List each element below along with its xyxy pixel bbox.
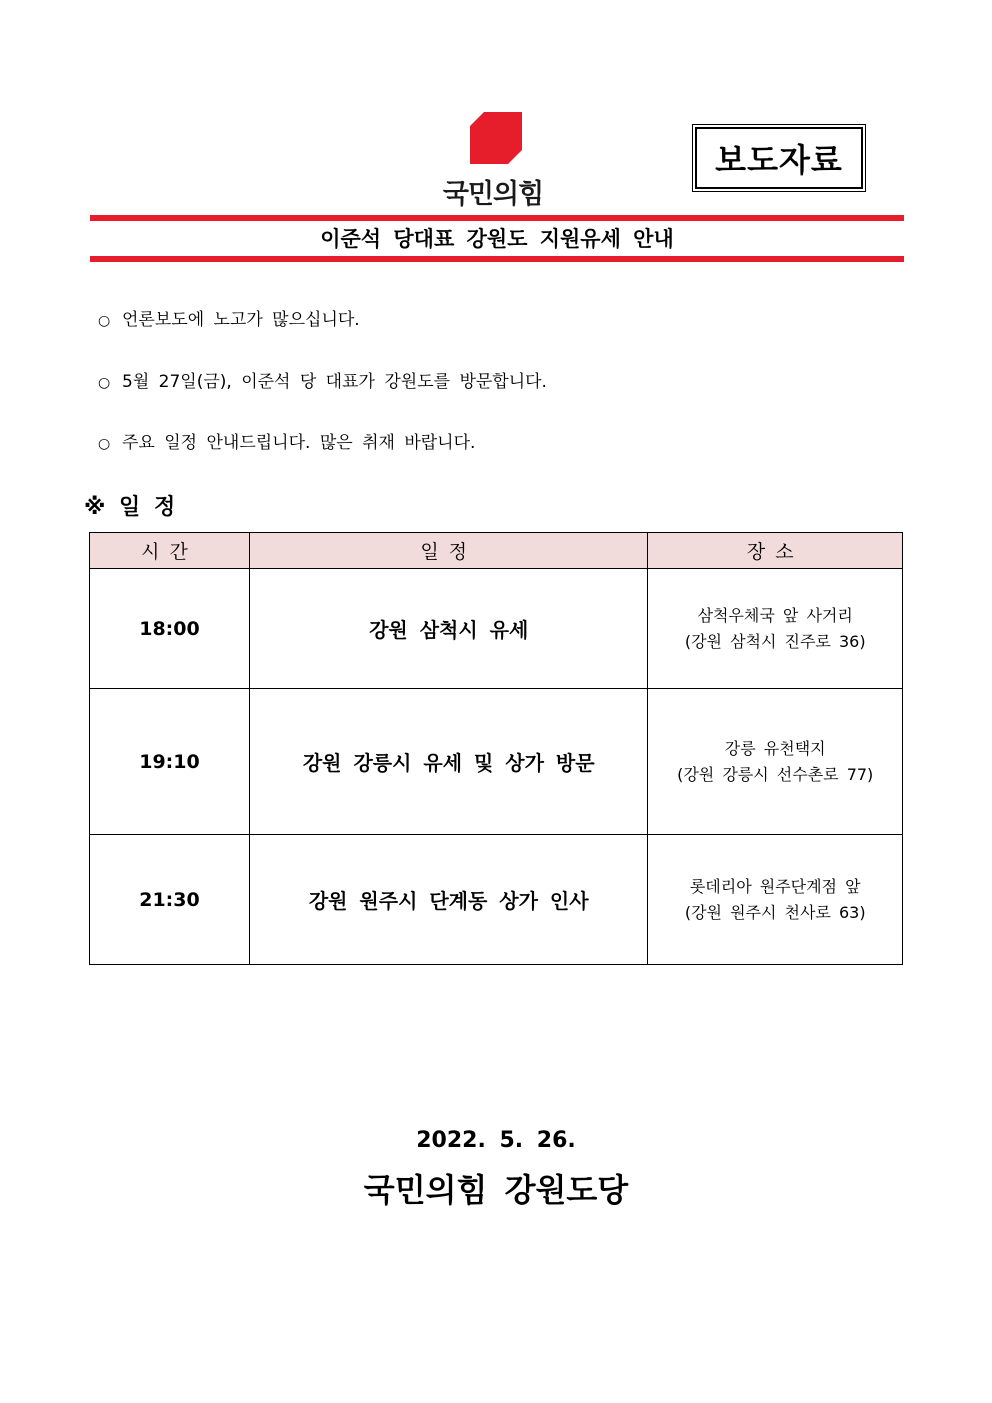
bullet-text: 언론보도에 노고가 많으십니다. <box>122 310 360 330</box>
row-place-cell <box>648 835 903 965</box>
issuing-organization: 국민의힘 강원도당 <box>363 1171 629 1209</box>
row-address: (강원 강릉시 선수촌로 77) <box>677 764 874 784</box>
row-place: 삼척우체국 앞 사거리 <box>697 605 853 625</box>
schedule-section-title: ※ 일 정 <box>84 495 179 520</box>
column-header-time: 시간 <box>90 533 250 569</box>
schedule-header-row <box>90 533 903 569</box>
column-header-place: 장소 <box>648 533 903 569</box>
press-release-label: 보도자료 <box>695 127 863 189</box>
row-event: 강원 원주시 단계동 상가 인사 <box>249 835 647 965</box>
party-logo <box>430 110 560 210</box>
row-time: 21:30 <box>90 835 250 965</box>
party-logo-mark-icon <box>470 112 522 164</box>
bullet-circle-icon: ○ <box>98 436 111 452</box>
row-time: 19:10 <box>90 689 250 835</box>
row-address: (강원 원주시 천사로 63) <box>684 902 866 922</box>
headline-top-rule <box>90 215 904 221</box>
release-date: 2022. 5. 26. <box>416 1128 576 1153</box>
bullet-item <box>98 367 547 392</box>
column-header-event: 일정 <box>249 533 647 569</box>
bullet-circle-icon: ○ <box>98 375 111 391</box>
party-logo-text: 국민의힘 <box>442 179 544 210</box>
bullet-text: 주요 일정 안내드립니다. 많은 취재 바랍니다. <box>122 433 476 453</box>
bullet-item <box>98 428 475 453</box>
bullet-item <box>98 305 360 330</box>
row-time: 18:00 <box>90 569 250 689</box>
schedule-table <box>89 532 903 965</box>
headline-bottom-rule <box>90 256 904 262</box>
row-event: 강원 강릉시 유세 및 상가 방문 <box>249 689 647 835</box>
headline: 이준석 당대표 강원도 지원유세 안내 <box>320 227 674 251</box>
row-place-cell <box>648 689 903 835</box>
row-place: 롯데리아 원주단계점 앞 <box>689 876 861 896</box>
bullet-text: 5월 27일(금), 이준석 당 대표가 강원도를 방문합니다. <box>122 372 547 392</box>
table-row <box>90 569 903 689</box>
row-place-cell <box>648 569 903 689</box>
row-address: (강원 삼척시 진주로 36) <box>684 631 866 651</box>
row-event: 강원 삼척시 유세 <box>249 569 647 689</box>
table-row <box>90 689 903 835</box>
row-place: 강릉 유천택지 <box>724 738 826 758</box>
bullet-circle-icon: ○ <box>98 313 111 329</box>
table-row <box>90 835 903 965</box>
